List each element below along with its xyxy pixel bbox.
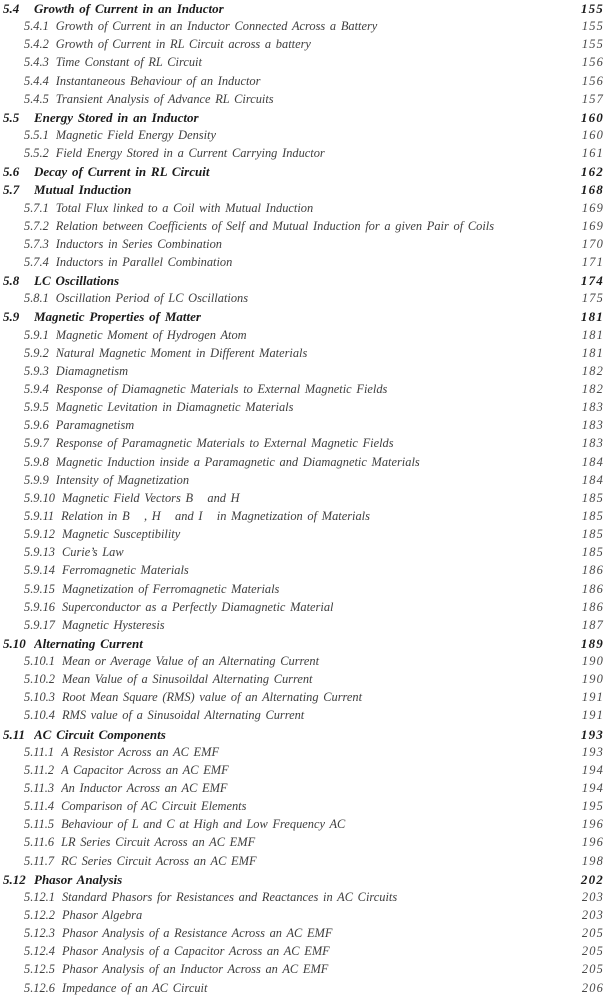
toc-entry-title: Relation in B⃗ , H⃗ and I⃗ in Magnetization of Materials [61,508,370,523]
toc-entry-title: A Capacitor Across an AC EMF [61,762,229,777]
toc-entry-title: Phasor Analysis of an Inductor Across an AC EMF [61,962,329,977]
toc-entry-number: 5.11.6 [24,835,55,850]
toc-entry-title: Relation between Coefficients of Self and Mutual Induction for a given Pair of Coils [55,218,495,233]
toc-entry-page-number: 186 [581,563,604,578]
toc-entry-title: LR Series Circuit Across an AC EMF [61,835,256,850]
toc-entry-page-number: 162 [580,164,604,180]
toc-entry-page-number: 185 [581,490,604,505]
toc-section-row [0,1,609,19]
toc-entry-page-number: 196 [581,835,604,850]
toc-entry-number: 5.5 [3,109,20,125]
toc-entry-page-number: 175 [581,291,604,306]
toc-subsection-row [0,708,609,726]
toc-entry-number: 5.7.2 [24,218,49,233]
toc-subsection-row [0,146,609,164]
toc-entry-page-number: 196 [581,817,604,832]
toc-entry-page-number: 183 [581,400,604,415]
toc-entry-number: 5.9.3 [24,363,49,378]
toc-entry-number: 5.9.1 [24,327,49,342]
toc-subsection-row [0,582,609,600]
toc-entry-number: 5.11.2 [24,762,55,777]
toc-entry-title: Total Flux linked to a Coil with Mutual Induction [55,200,314,215]
toc-entry-number: 5.12.1 [24,889,55,904]
toc-entry-number: 5.4.3 [24,55,49,70]
toc-entry-number: 5.10 [3,635,26,651]
toc-section-row [0,182,609,200]
toc-entry-page-number: 170 [581,236,604,251]
toc-entry-number: 5.9.14 [24,563,55,578]
toc-subsection-row [0,291,609,309]
toc-entry-title: Magnetic Susceptibility [61,527,181,542]
toc-entry-page-number: 186 [581,581,604,596]
toc-entry-number: 5.12.6 [24,980,55,995]
toc-entry-page-number: 203 [581,889,604,904]
toc-entry-number: 5.11.3 [24,781,55,796]
toc-entry-page-number: 205 [581,944,604,959]
toc-entry-page-number: 183 [581,436,604,451]
toc-entry-number: 5.7 [3,182,20,198]
toc-subsection-row [0,74,609,92]
toc-entry-number: 5.9.9 [24,472,49,487]
toc-entry-page-number: 202 [580,871,604,887]
toc-entry-page-number: 191 [581,708,604,723]
toc-entry-page-number: 190 [581,654,604,669]
toc-subsection-row [0,237,609,255]
toc-entry-page-number: 156 [581,73,604,88]
toc-entry-number: 5.4.1 [24,19,49,34]
toc-subsection-row [0,201,609,219]
toc-entry-page-number: 168 [580,182,604,198]
toc-entry-title: Instantaneous Behaviour of an Inductor [55,73,261,88]
toc-entry-page-number: 184 [581,454,604,469]
toc-entry-number: 5.9.2 [24,345,49,360]
toc-subsection-row [0,527,609,545]
toc-entry-number: 5.9.15 [24,581,55,596]
toc-entry-number: 5.4.2 [24,37,49,52]
toc-entry-page-number: 205 [581,962,604,977]
toc-entry-title: Intensity of Magnetization [55,472,190,487]
toc-section-row [0,164,609,182]
toc-entry-number: 5.11.5 [24,817,55,832]
toc-entry-title: Transient Analysis of Advance RL Circuits [55,91,274,106]
toc-subsection-row [0,491,609,509]
toc-entry-number: 5.4.5 [24,91,49,106]
toc-entry-page-number: 160 [581,127,604,142]
toc-entry-number: 5.9 [3,309,20,325]
toc-entry-number: 5.12.2 [24,908,55,923]
toc-subsection-row [0,835,609,853]
toc-subsection-row [0,890,609,908]
toc-entry-title: LC Oscillations [34,273,120,289]
toc-entry-page-number: 155 [580,1,604,16]
toc-entry-title: RMS value of a Sinusoidal Alternating Current [61,708,305,723]
toc-entry-number: 5.9.6 [24,418,49,433]
toc-entry-page-number: 191 [581,690,604,705]
toc-entry-page-number: 186 [581,599,604,614]
toc-entry-number: 5.5.2 [24,146,49,161]
toc-entry-page-number: 184 [581,472,604,487]
toc-entry-number: 5.7.1 [24,200,49,215]
toc-subsection-row [0,962,609,980]
toc-entry-page-number: 181 [581,327,604,342]
toc-entry-page-number: 195 [581,799,604,814]
toc-entry-title: Phasor Analysis of a Capacitor Across an AC EMF [61,944,330,959]
toc-entry-number: 5.9.8 [24,454,49,469]
toc-section-row [0,727,609,745]
toc-entry-number: 5.5.1 [24,127,49,142]
toc-entry-title: Mean Value of a Sinusoildal Alternating Current [61,672,313,687]
toc-entry-title: Mean or Average Value of an Alternating Current [61,654,320,669]
toc-entry-number: 5.8 [3,273,20,289]
toc-entry-title: Root Mean Square (RMS) value of an Alternating Current [61,690,363,705]
toc-entry-title: RC Series Circuit Across an AC EMF [61,853,257,868]
toc-entry-page-number: 155 [581,19,604,34]
toc-entry-number: 5.12.5 [24,962,55,977]
toc-section-row [0,872,609,890]
toc-section-row [0,273,609,291]
toc-entry-page-number: 185 [581,527,604,542]
toc-entry-page-number: 169 [581,218,604,233]
toc-entry-number: 5.9.4 [24,381,49,396]
toc-entry-title: AC Circuit Components [34,726,166,742]
toc-subsection-row [0,600,609,618]
toc-entry-page-number: 174 [580,273,604,289]
toc-entry-title: Energy Stored in an Inductor [34,109,199,125]
toc-subsection-row [0,944,609,962]
toc-entry-number: 5.9.13 [24,545,55,560]
toc-subsection-row [0,418,609,436]
toc-entry-title: Mutual Induction [34,182,132,198]
toc-entry-number: 5.8.1 [24,291,49,306]
toc-entry-title: Magnetic Field Energy Density [55,127,216,142]
toc-subsection-row [0,981,609,999]
toc-entry-title: Ferromagnetic Materials [61,563,189,578]
toc-subsection-row [0,781,609,799]
toc-entry-title: Paramagnetism [55,418,135,433]
toc-entry-title: Inductors in Series Combination [55,236,222,251]
toc-subsection-row [0,908,609,926]
toc-entry-title: Curie’s Law [61,545,124,560]
toc-entry-page-number: 185 [581,545,604,560]
toc-entry-title: Magnetic Hysteresis [61,617,165,632]
toc-entry-page-number: 193 [581,744,604,759]
toc-entry-number: 5.4 [3,1,20,16]
toc-subsection-row [0,364,609,382]
toc-entry-page-number: 157 [581,91,604,106]
toc-subsection-row [0,92,609,110]
toc-entry-title: An Inductor Across an AC EMF [61,781,228,796]
toc-entry-number: 5.9.5 [24,400,49,415]
toc-entry-page-number: 182 [581,363,604,378]
toc-entry-number: 5.9.11 [24,508,55,523]
toc-subsection-row [0,799,609,817]
toc-entry-page-number: 190 [581,672,604,687]
toc-entry-number: 5.6 [3,164,20,180]
toc-entry-page-number: 155 [581,37,604,52]
toc-subsection-row [0,55,609,73]
toc-subsection-row [0,817,609,835]
toc-entry-page-number: 161 [581,146,604,161]
toc-entry-number: 5.12.3 [24,926,55,941]
toc-subsection-row [0,672,609,690]
toc-section-row [0,110,609,128]
toc-subsection-row [0,346,609,364]
toc-subsection-row [0,219,609,237]
toc-entry-title: Natural Magnetic Moment in Different Materials [55,345,308,360]
toc-list [0,1,609,999]
toc-subsection-row [0,763,609,781]
toc-entry-title: Growth of Current in RL Circuit across a battery [55,37,311,52]
toc-entry-page-number: 194 [581,762,604,777]
toc-entry-title: Phasor Algebra [61,908,143,923]
toc-entry-number: 5.10.2 [24,672,55,687]
toc-entry-number: 5.9.12 [24,527,55,542]
toc-entry-title: Comparison of AC Circuit Elements [61,799,247,814]
toc-entry-title: A Resistor Across an AC EMF [61,744,220,759]
toc-entry-title: Phasor Analysis of a Resistance Across an AC EMF [61,926,333,941]
toc-entry-title: Magnetic Field Vectors B⃗ and H⃗ [61,490,250,505]
toc-subsection-row [0,690,609,708]
toc-entry-page-number: 171 [581,254,604,269]
toc-subsection-row [0,854,609,872]
toc-entry-title: Superconductor as a Perfectly Diamagnetic Material [61,599,334,614]
toc-entry-title: Growth of Current in an Inductor Connected Across a Battery [55,19,378,34]
toc-subsection-row [0,255,609,273]
toc-entry-title: Alternating Current [34,635,143,651]
toc-subsection-row [0,37,609,55]
toc-entry-page-number: 185 [581,508,604,523]
toc-entry-title: Magnetic Properties of Matter [34,309,201,325]
toc-entry-title: Impedance of an AC Circuit [61,980,208,995]
toc-entry-page-number: 181 [580,309,604,325]
toc-entry-number: 5.12 [3,871,26,887]
toc-entry-title: Time Constant of RL Circuit [55,55,202,70]
toc-subsection-row [0,509,609,527]
toc-entry-number: 5.9.7 [24,436,49,451]
toc-entry-number: 5.11.4 [24,799,55,814]
toc-entry-number: 5.9.17 [24,617,55,632]
toc-entry-title: Field Energy Stored in a Current Carrying Inductor [55,146,325,161]
toc-entry-title: Growth of Current in an Inductor [34,1,224,16]
toc-entry-number: 5.4.4 [24,73,49,88]
toc-entry-number: 5.10.3 [24,690,55,705]
toc-entry-number: 5.7.4 [24,254,49,269]
toc-entry-page-number: 206 [581,980,604,995]
toc-entry-page-number: 187 [581,617,604,632]
toc-entry-page-number: 169 [581,200,604,215]
toc-entry-page-number: 181 [581,345,604,360]
toc-subsection-row [0,19,609,37]
toc-subsection-row [0,926,609,944]
toc-entry-page-number: 189 [580,635,604,651]
toc-entry-title: Phasor Analysis [34,871,123,887]
toc-subsection-row [0,128,609,146]
toc-entry-page-number: 194 [581,781,604,796]
toc-entry-number: 5.9.16 [24,599,55,614]
toc-entry-title: Inductors in Parallel Combination [55,254,233,269]
toc-section-row [0,636,609,654]
toc-entry-number: 5.11.7 [24,853,55,868]
toc-entry-number: 5.12.4 [24,944,55,959]
toc-subsection-row [0,618,609,636]
toc-entry-title: Response of Paramagnetic Materials to External Magnetic Fields [55,436,394,451]
toc-subsection-row [0,545,609,563]
toc-entry-title: Magnetic Induction inside a Paramagnetic and Diamagnetic Materials [55,454,420,469]
toc-entry-number: 5.7.3 [24,236,49,251]
toc-entry-number: 5.10.4 [24,708,55,723]
toc-subsection-row [0,654,609,672]
toc-subsection-row [0,382,609,400]
toc-subsection-row [0,455,609,473]
toc-entry-title: Diamagnetism [55,363,129,378]
toc-entry-title: Standard Phasors for Resistances and Reactances in AC Circuits [61,889,398,904]
toc-subsection-row [0,563,609,581]
toc-entry-title: Behaviour of L and C at High and Low Frequency AC [61,817,346,832]
toc-entry-number: 5.11.1 [24,744,55,759]
toc-subsection-row [0,400,609,418]
toc-entry-number: 5.9.10 [24,490,55,505]
toc-entry-page-number: 156 [581,55,604,70]
toc-subsection-row [0,473,609,491]
toc-entry-title: Magnetic Levitation in Diamagnetic Materials [55,400,294,415]
toc-entry-title: Oscillation Period of LC Oscillations [55,291,249,306]
toc-entry-number: 5.10.1 [24,654,55,669]
toc-entry-title: Response of Diamagnetic Materials to External Magnetic Fields [55,381,388,396]
toc-entry-page-number: 182 [581,381,604,396]
toc-entry-page-number: 193 [580,726,604,742]
toc-entry-page-number: 198 [581,853,604,868]
toc-entry-title: Magnetization of Ferromagnetic Materials [61,581,280,596]
toc-entry-page-number: 160 [580,109,604,125]
toc-section-row [0,309,609,327]
toc-entry-title: Magnetic Moment of Hydrogen Atom [55,327,247,342]
toc-subsection-row [0,436,609,454]
toc-entry-page-number: 203 [581,908,604,923]
toc-entry-page-number: 183 [581,418,604,433]
toc-entry-page-number: 205 [581,926,604,941]
toc-subsection-row [0,745,609,763]
toc-entry-title: Decay of Current in RL Circuit [34,164,210,180]
toc-subsection-row [0,328,609,346]
toc-entry-number: 5.11 [3,726,26,742]
